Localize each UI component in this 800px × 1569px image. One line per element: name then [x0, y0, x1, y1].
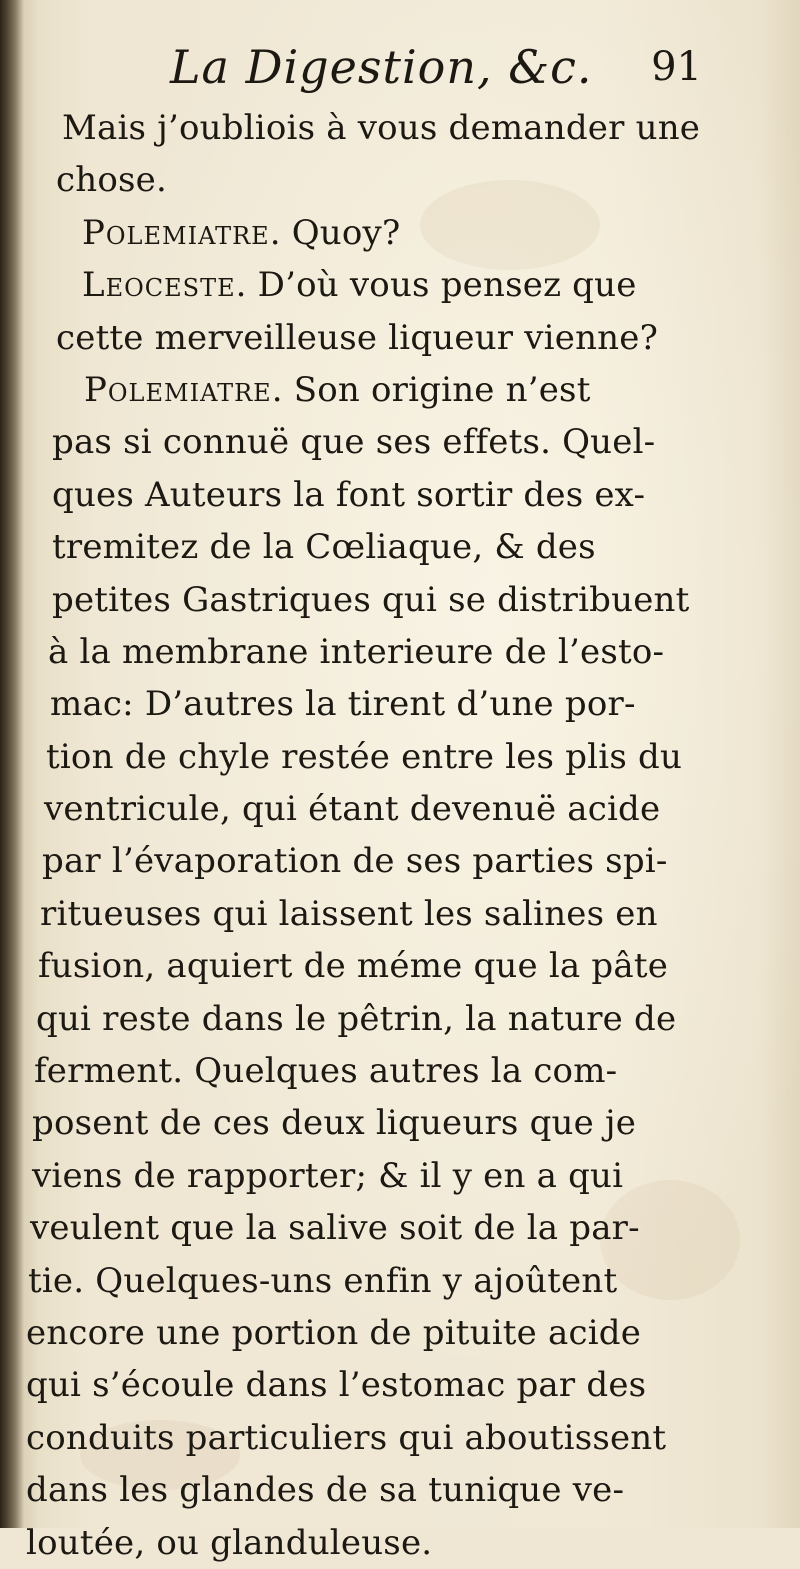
text-line — [26, 888, 726, 940]
text-line — [26, 574, 726, 626]
text-line — [26, 1464, 726, 1516]
text-segment: mac: D’autres la tirent d’une por- — [50, 684, 636, 725]
text-segment: chose. — [56, 160, 167, 201]
text-segment: conduits particuliers qui aboutissent — [26, 1417, 667, 1458]
text-line — [26, 521, 726, 573]
speaker-name: Leoceste — [82, 265, 236, 306]
text-segment: veulent que la salive soit de la par- — [30, 1208, 640, 1249]
text-segment: . D’où vous pensez que — [235, 265, 637, 306]
text-line — [26, 1202, 726, 1254]
text-line — [26, 731, 726, 783]
text-segment: petites Gastriques qui se distribuent — [52, 579, 690, 620]
text-segment: ferment. Quelques autres la com- — [34, 1051, 618, 1092]
text-segment: ventricule, qui étant devenuë acide — [44, 789, 661, 830]
text-line — [26, 1150, 726, 1202]
page-header — [150, 40, 710, 102]
text-line — [26, 364, 726, 416]
text-line — [26, 207, 726, 259]
text-segment: dans les glandes de sa tunique ve- — [26, 1470, 625, 1511]
text-segment: . Son origine n’est — [271, 369, 591, 410]
text-segment: tion de chyle restée entre les plis du — [46, 736, 683, 777]
text-segment: viens de rapporter; & il y en a qui — [32, 1155, 624, 1196]
text-segment: à la membrane interieure de l’esto- — [48, 631, 665, 672]
text-line — [26, 993, 726, 1045]
text-line — [26, 154, 726, 206]
text-line — [26, 469, 726, 521]
text-line — [26, 626, 726, 678]
text-line — [26, 1097, 726, 1149]
text-segment: pas si connuë que ses effets. Quel- — [52, 422, 656, 463]
text-line — [26, 1307, 726, 1359]
text-segment: encore une portion de pituite acide — [26, 1312, 642, 1353]
text-segment: Mais j’oubliois à vous demander une — [62, 108, 701, 148]
text-segment: . Quoy? — [269, 212, 401, 253]
text-segment: fusion, aquiert de méme que la pâte — [38, 946, 669, 987]
text-line — [26, 312, 726, 364]
text-segment: loutée, ou glanduleuse. — [26, 1522, 433, 1563]
text-line — [26, 678, 726, 730]
text-segment: ques Auteurs la font sortir des ex- — [52, 474, 646, 515]
text-segment: cette merveilleuse liqueur vienne? — [56, 317, 659, 358]
text-line — [26, 1412, 726, 1464]
text-line — [26, 1517, 726, 1569]
text-segment: tie. Quelques-uns enfin y ajoûtent — [28, 1260, 618, 1301]
text-segment: ritueuses qui laissent les salines en — [40, 893, 658, 934]
text-line — [26, 1255, 726, 1307]
text-line — [26, 835, 726, 887]
text-segment: tremitez de la Cœliaque, & des — [52, 527, 596, 568]
text-line — [26, 1359, 726, 1411]
text-line — [26, 1045, 726, 1097]
speaker-name: Polemiatre — [84, 369, 272, 410]
text-line — [26, 783, 726, 835]
text-line — [26, 416, 726, 468]
speaker-name: Polemiatre — [82, 212, 270, 253]
text-segment: par l’évaporation de ses parties spi- — [42, 841, 668, 882]
text-segment: qui reste dans le pêtrin, la nature de — [36, 998, 677, 1039]
page-number: 91 — [651, 44, 702, 90]
body-text — [26, 102, 726, 1569]
text-line — [26, 102, 726, 154]
text-segment: posent de ces deux liqueurs que je — [32, 1103, 637, 1144]
text-segment: qui s’écoule dans l’estomac par des — [26, 1365, 647, 1406]
page-binding-shadow — [0, 0, 24, 1528]
text-line — [26, 259, 726, 311]
running-title: La Digestion, &c. — [170, 40, 593, 94]
text-line — [26, 940, 726, 992]
